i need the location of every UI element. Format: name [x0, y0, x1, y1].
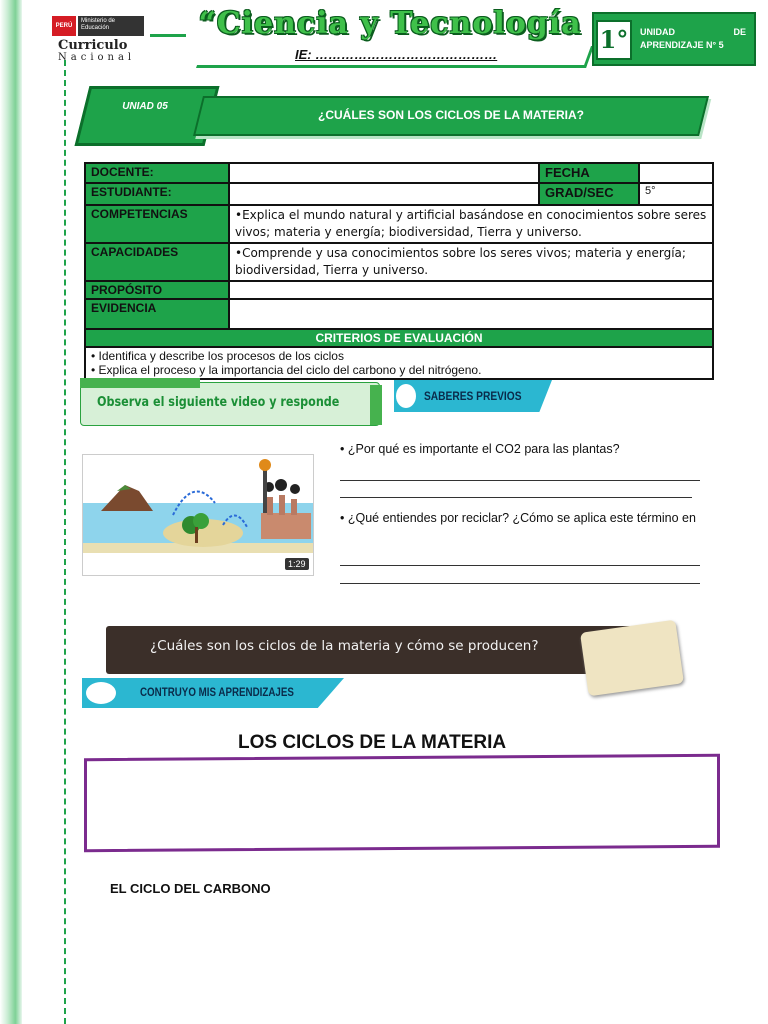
unit-tag: UNIAD 05 — [122, 101, 168, 112]
gradsec-field[interactable]: 5° — [639, 183, 713, 205]
criterio-item: • Identifica y describe los procesos de los ciclos — [91, 349, 344, 363]
saberes-previos-label: SABERES PREVIOS — [424, 389, 522, 403]
peru-flag-badge: PERÚ — [52, 16, 76, 36]
grade-number: 1° — [596, 20, 632, 60]
observa-edge — [370, 385, 382, 425]
docente-field[interactable] — [229, 163, 539, 183]
section-title: LOS CICLOS DE LA MATERIA — [238, 732, 507, 753]
left-dashed-line — [64, 60, 66, 1024]
video-duration: 1:29 — [285, 558, 309, 570]
fecha-label: FECHA — [539, 163, 639, 183]
proposito-label: PROPÓSITO — [85, 281, 229, 299]
question-co2: • ¿Por qué es importante el CO2 para las plantas? — [340, 442, 620, 456]
subsection-title: EL CICLO DEL CARBONO — [110, 881, 271, 896]
logo-line2: Nacional — [58, 52, 136, 63]
answer-line[interactable] — [340, 480, 700, 481]
ie-field-label: IE: …………………………………… — [295, 47, 498, 62]
banner-question: ¿CUÁLES SON LOS CICLOS DE LA MATERIA? — [318, 108, 584, 122]
competencias-value: •Explica el mundo natural y artificial basándose en conocimientos sobre seres vivos; materia y energía; biodiversidad, Tierra y universo. — [229, 205, 713, 243]
video-thumbnail[interactable] — [82, 454, 314, 576]
paper-scroll-icon — [580, 620, 684, 697]
evidencia-field[interactable] — [229, 299, 713, 329]
contruyo-label: CONTRUYO MIS APRENDIZAJES — [140, 687, 294, 699]
header-accent-line — [150, 34, 186, 68]
page-title: “Ciencia y Tecnología — [198, 6, 582, 41]
observa-tab — [80, 378, 200, 388]
competencias-label: COMPETENCIAS — [85, 205, 229, 243]
criterio-item: • Explica el proceso y la importancia del ciclo del carbono y del nitrógeno. — [91, 363, 482, 377]
fecha-field[interactable] — [639, 163, 713, 183]
docente-label: DOCENTE: — [85, 163, 229, 183]
concept-box[interactable] — [84, 754, 720, 852]
criterios-header: CRITERIOS DE EVALUACIÓN — [85, 329, 713, 347]
evidencia-label: EVIDENCIA — [85, 299, 229, 329]
answer-line[interactable] — [340, 565, 700, 566]
observa-label: Observa el siguiente video y responde — [97, 395, 340, 410]
unit-label: UNIDAD DE APRENDIZAJE N° 5 — [640, 27, 746, 50]
contruyo-circle-icon — [86, 682, 116, 704]
ministry-label: Ministerio de Educación — [78, 16, 144, 36]
carbon-cycle-illustration-icon — [83, 455, 314, 576]
answer-line[interactable] — [340, 583, 700, 584]
answer-line[interactable] — [340, 497, 692, 498]
info-table — [84, 162, 714, 380]
estudiante-label: ESTUDIANTE: — [85, 183, 229, 205]
saberes-circle-icon — [396, 384, 416, 408]
capacidades-label: CAPACIDADES — [85, 243, 229, 281]
scroll-question: ¿Cuáles son los ciclos de la materia y cómo se producen? — [150, 638, 539, 654]
estudiante-field[interactable] — [229, 183, 539, 205]
question-reciclar: • ¿Qué entiendes por reciclar? ¿Cómo se aplica este término en — [340, 511, 696, 525]
criterios-list — [85, 347, 713, 379]
logo-line1: Curriculo — [58, 38, 128, 53]
left-decorative-bar — [0, 0, 22, 1024]
gradsec-label: GRAD/SEC — [539, 183, 639, 205]
proposito-field[interactable] — [229, 281, 713, 299]
curriculo-nacional-logo — [52, 14, 146, 64]
capacidades-value: •Comprende y usa conocimientos sobre los seres vivos; materia y energía; biodiversidad, Tierra y universo. — [229, 243, 713, 281]
